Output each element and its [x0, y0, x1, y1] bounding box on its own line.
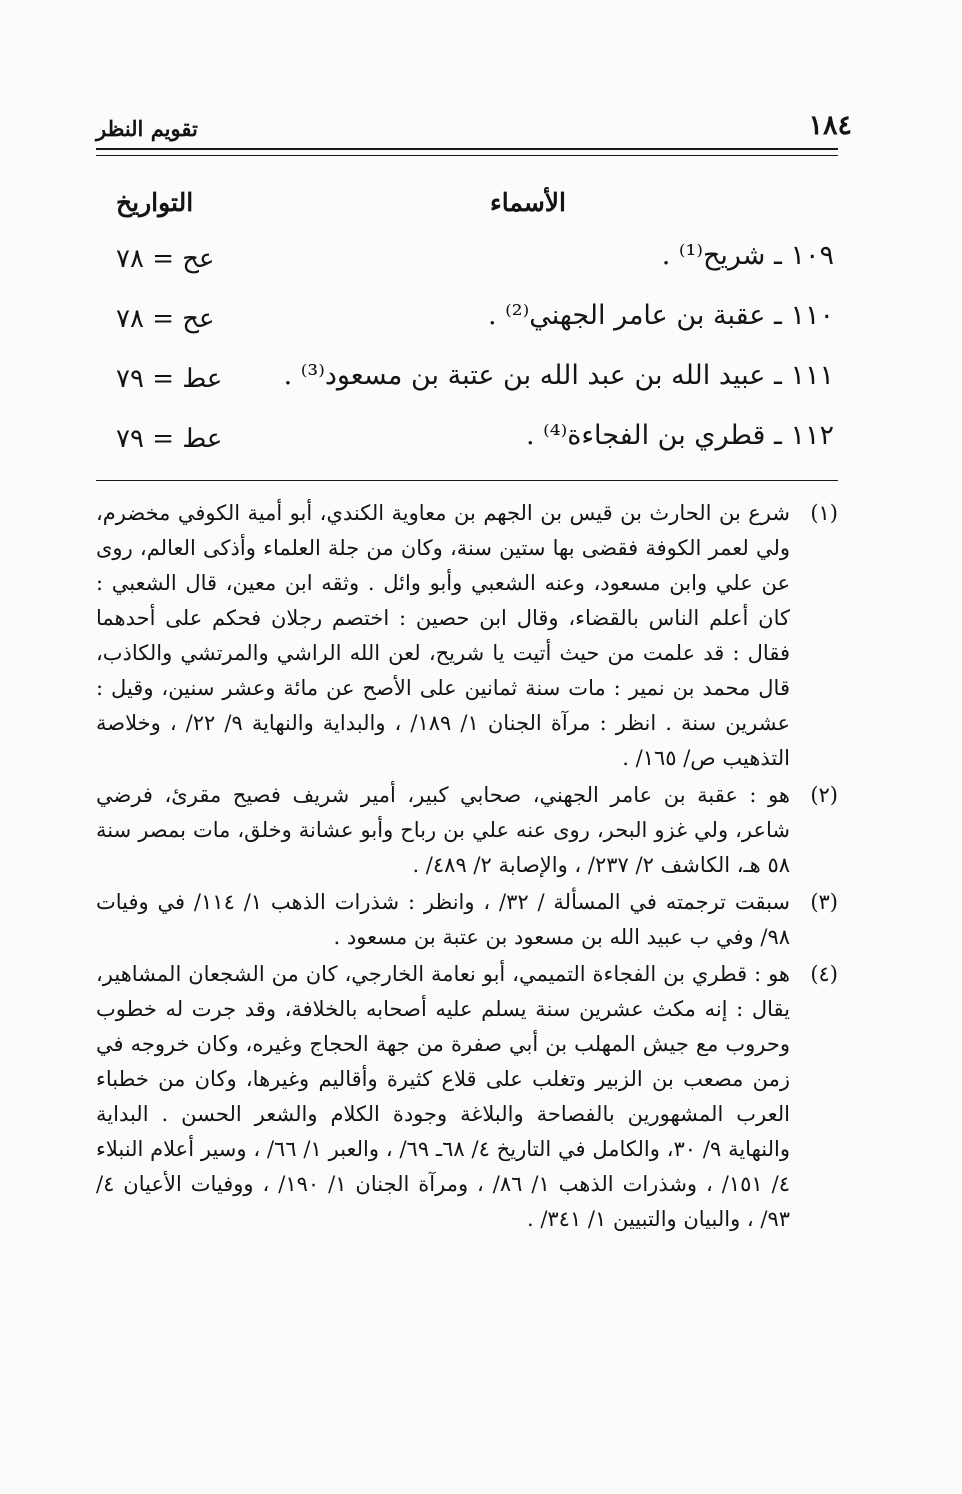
footnote-number: (٣) [810, 890, 838, 914]
footnote-2 [96, 778, 838, 883]
footnote-number: (٢) [810, 783, 838, 807]
footnote-text: سبقت ترجمته في المسألة / ٣٢/ ، وانظر : شذرات الذهب ١/ ١١٤/ في وفيات ٩٨/ وفي ب عبيد الله بن مسعود بن عتبة بن مسعود . [96, 890, 791, 949]
header-rule-thick [96, 148, 838, 150]
footnote-text: هو : عقبة بن عامر الجهني، صحابي كبير، أمير شريف فصيح مقرئ، فرضي شاعر، ولي غزو البحر، روى عنه علي بن رباح وأبو عشانة وخلق، مات بمصر سنة ٥٨ هـ، الكاشف ٢/ ٢٣٧/ ، والإصابة ٢/ ٤٨٩/ . [96, 783, 790, 877]
entry-text-109: ١٠٩ ـ شريح⁽¹⁾ . [661, 240, 834, 271]
footnote-text: هو : قطري بن الفجاءة التميمي، أبو نعامة الخارجي، كان من الشجعان المشاهير، يقال : إنه مكث عشرين سنة يسلم عليه أصحابه بالخلافة، وقد جرت له خطوب وحروب مع جيش المهلب بن أبي صفرة من جهة الحجاج وغيره، وكان خروجه في زمن مصعب بن الزبير وتغلب على قلاع كثيرة وأقاليم وغيرها، وكان من خطباء العرب المشهورين بالفصاحة والبلاغة وجودة الكلام والشعر الحسن . البداية والنهاية ٩/ ٣٠، والكامل في التاريخ ٤/ ٦٨ـ ٦٩/ ، والعبر ١/ ٦٦/ ، وسير أعلام النبلاء ٤/ ١٥١/ ، وشذرات الذهب ١/ ٨٦/ ، ومرآة الجنان ١/ ١٩٠/ ، ووفيات الأعيان ٤/ ٩٣/ ، والبيان والتبيين ١/ ٣٤١/ . [96, 962, 791, 1231]
footnote-number: (٤) [810, 962, 838, 986]
footnote-separator [96, 480, 838, 481]
entry-date-109: عح = ٧٨ [116, 244, 215, 274]
footnote-1 [96, 496, 838, 776]
header-rule-thin [96, 155, 838, 156]
footnote-4 [96, 957, 838, 1237]
footnotes [96, 496, 838, 1239]
running-title: تقويم النظر [96, 116, 198, 141]
entry-date-110: عح = ٧٨ [116, 304, 215, 334]
column-heading-names: الأسماء [490, 188, 566, 217]
column-heading-dates: التواريخ [116, 188, 194, 217]
entry-text-110: ١١٠ ـ عقبة بن عامر الجهني⁽²⁾ . [487, 300, 834, 331]
page-number: ١٨٤ [808, 110, 852, 141]
footnote-text: شرع بن الحارث بن قيس بن الجهم بن معاوية الكندي، أبو أمية الكوفي مخضرم، ولي لعمر الكوفة فقضى بها ستين سنة، وكان من جلة العلماء وأذكى العالم، روى عن علي وابن مسعود، وعنه الشعبي وأبو وائل . وثقه ابن معين، قال الشعبي : كان أعلم الناس بالقضاء، وقال ابن حصين : اختصم رجلان فحكم على أحدهما فقال : قد علمت من حيث أتيت يا شريح، لعن الله الراشي والمرتشي والكاذب، قال محمد بن نمير : مات سنة ثمانين على الأصح عن مائة وعشر سنين، وقيل : عشرين سنة . انظر : مرآة الجنان ١/ ١٨٩/ ، والبداية والنهاية ٩/ ٢٢/ ، وخلاصة التذهيب ص/ ١٦٥/ . [96, 501, 790, 770]
entry-text-112: ١١٢ ـ قطري بن الفجاءة⁽⁴⁾ . [525, 420, 834, 451]
entry-text-111: ١١١ ـ عبيد الله بن عبد الله بن عتبة بن مسعود⁽³⁾ . [283, 360, 834, 391]
footnote-number: (١) [810, 501, 838, 525]
footnote-3 [96, 885, 838, 955]
entry-date-111: عط = ٧٩ [116, 364, 223, 394]
entry-date-112: عط = ٧٩ [116, 424, 223, 454]
